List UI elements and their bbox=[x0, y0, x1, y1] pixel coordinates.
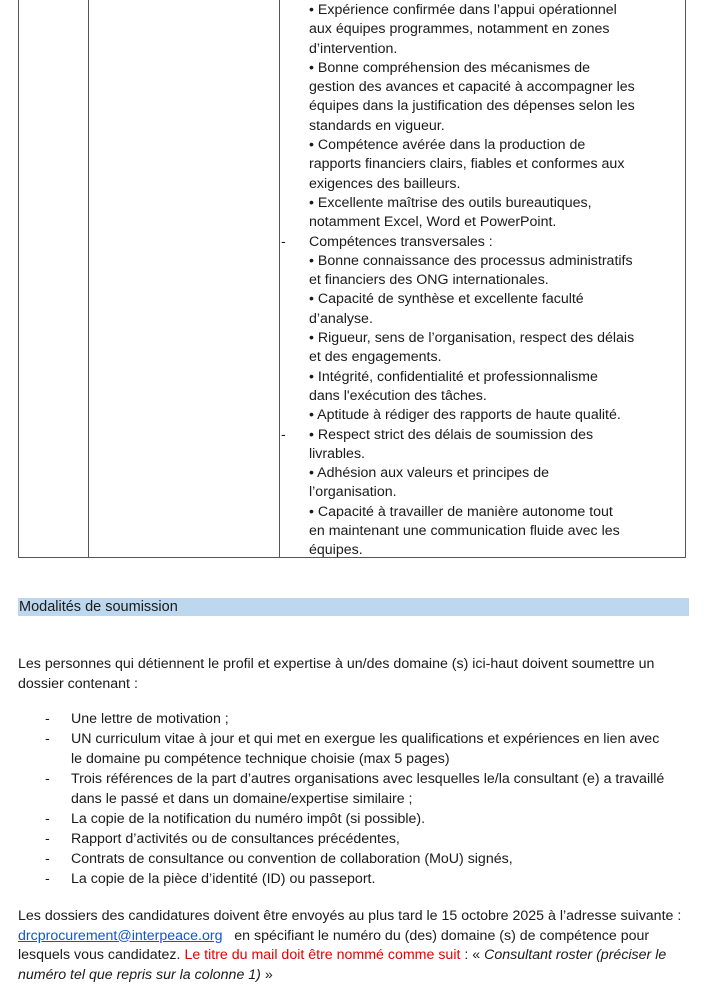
list-item bbox=[18, 809, 688, 829]
cell-text-line bbox=[309, 329, 681, 348]
cell-line-text: • Bonne connaissance des processus administratifs bbox=[309, 252, 633, 269]
cell-line-text: • Capacité de synthèse et excellente faculté bbox=[309, 291, 584, 308]
cell-text-line bbox=[309, 175, 681, 194]
cell-line-text: • Adhésion aux valeurs et principes de bbox=[309, 465, 549, 482]
list-item-text-cont: le domaine pu compétence technique choisie (max 5 pages) bbox=[71, 751, 450, 767]
mail-title-format-2: numéro tel que repris sur la colonne 1) bbox=[18, 966, 261, 983]
cell-text-line bbox=[309, 271, 681, 290]
cell-text-line bbox=[309, 252, 681, 271]
dash-marker: - bbox=[281, 426, 286, 443]
cell-line-text: standards en vigueur. bbox=[309, 117, 445, 134]
list-item-text: Trois références de la part d’autres organisations avec lesquelles le/la consultant (e) a travaillé bbox=[71, 771, 665, 787]
list-bullet: - bbox=[45, 851, 50, 867]
cell-line-text: • Respect strict des délais de soumission des bbox=[309, 426, 594, 443]
cell-line-text: • Compétence avérée dans la production de bbox=[309, 137, 586, 154]
cell-line-text: • Bonne compréhension des mécanismes de bbox=[309, 59, 590, 76]
list-item-text: Rapport d’activités ou de consultances précédentes, bbox=[71, 831, 400, 847]
cell-text-line bbox=[309, 368, 681, 387]
table-column-divider bbox=[88, 0, 89, 557]
closing-paragraph bbox=[18, 907, 688, 985]
cell-line-text: gestion des avances et capacité à accompagner les bbox=[309, 79, 635, 96]
cell-text-line bbox=[309, 503, 681, 522]
cell-line-text: Compétences transversales : bbox=[309, 233, 493, 250]
email-link[interactable]: drcprocurement@interpeace.org bbox=[18, 927, 223, 944]
cell-line-text: • Capacité à travailler de manière autonome tout bbox=[309, 503, 613, 520]
cell-line-text: • Rigueur, sens de l’organisation, respect des délais bbox=[309, 330, 635, 347]
cell-line-text: l’organisation. bbox=[309, 484, 397, 501]
closing-end: » bbox=[264, 966, 273, 983]
cell-text-line bbox=[309, 20, 681, 39]
cell-line-text: • Expérience confirmée dans l’appui opérationnel bbox=[309, 2, 617, 18]
cell-text-line bbox=[281, 426, 681, 445]
intro-paragraph: Les personnes qui détiennent le profil et expertise à un/des domaine (s) ici-haut doivent soumettre un dossier contenant : bbox=[18, 656, 655, 692]
cell-text-line bbox=[309, 136, 681, 155]
cell-text-line bbox=[309, 348, 681, 367]
list-item bbox=[18, 709, 688, 729]
cell-line-text: notamment Excel, Word et PowerPoint. bbox=[309, 214, 557, 231]
mail-title-instruction: Le titre du mail doit être nommé comme suit bbox=[184, 947, 461, 963]
cell-line-text: aux équipes programmes, notamment en zones bbox=[309, 21, 610, 38]
cell-text-line bbox=[309, 97, 681, 116]
documents-list bbox=[18, 709, 688, 889]
list-bullet: - bbox=[45, 771, 50, 787]
list-bullet: - bbox=[45, 811, 50, 827]
cell-line-text: et des engagements. bbox=[309, 349, 442, 366]
cell-line-text: d’analyse. bbox=[309, 310, 373, 327]
cell-line-text: • Aptitude à rédiger des rapports de haute qualité. bbox=[309, 407, 621, 424]
cell-line-text: rapports financiers clairs, fiables et conformes aux bbox=[309, 156, 625, 173]
cell-text-line bbox=[309, 310, 681, 329]
skills-cell bbox=[281, 1, 681, 561]
cell-text-line bbox=[309, 59, 681, 78]
cell-text-line bbox=[309, 194, 681, 213]
cell-text-line bbox=[309, 213, 681, 232]
list-item-text: Une lettre de motivation ; bbox=[71, 711, 229, 727]
cell-line-text: dans l'exécution des tâches. bbox=[309, 387, 487, 404]
cell-text-line bbox=[309, 117, 681, 136]
list-item bbox=[18, 729, 688, 769]
cell-line-text: en maintenant une communication fluide avec les bbox=[309, 523, 620, 540]
list-item-text: Contrats de consultance ou convention de collaboration (MoU) signés, bbox=[71, 851, 513, 867]
cell-text-line bbox=[281, 233, 681, 252]
closing-after-email: en spécifiant le numéro du (des) domaine (s) de compétence pour bbox=[234, 927, 650, 944]
list-item bbox=[18, 849, 688, 869]
cell-text-line bbox=[309, 464, 681, 483]
closing-line-1: Les dossiers des candidatures doivent être envoyés au plus tard le 15 octobre 2025 à l’adresse suivante : bbox=[18, 908, 682, 924]
list-item-text: La copie de la pièce d’identité (ID) ou passeport. bbox=[71, 871, 376, 887]
requirements-table bbox=[18, 0, 686, 558]
cell-text-line bbox=[309, 483, 681, 502]
cell-line-text: • Intégrité, confidentialité et professionnalisme bbox=[309, 368, 598, 385]
list-bullet: - bbox=[45, 731, 50, 747]
cell-line-text: équipes dans la justification des dépenses selon les bbox=[309, 98, 635, 115]
list-item bbox=[18, 769, 688, 809]
list-item bbox=[18, 869, 688, 889]
cell-text-line bbox=[309, 387, 681, 406]
cell-text-line bbox=[309, 40, 681, 59]
list-bullet: - bbox=[45, 831, 50, 847]
cell-text-line bbox=[309, 290, 681, 309]
mail-title-format-1: Consultant roster (préciser le bbox=[484, 947, 667, 963]
dash-marker: - bbox=[281, 233, 286, 250]
list-item bbox=[18, 829, 688, 849]
cell-text-line bbox=[309, 445, 681, 464]
table-column-divider bbox=[279, 0, 280, 557]
cell-line-text: livrables. bbox=[309, 445, 365, 462]
closing-punct: : « bbox=[464, 947, 481, 963]
closing-line-3: lesquels vous candidatez. bbox=[18, 947, 181, 963]
cell-line-text: d’intervention. bbox=[309, 40, 398, 57]
list-bullet: - bbox=[45, 711, 50, 727]
cell-text-line bbox=[309, 155, 681, 174]
cell-line-text: exigences des bailleurs. bbox=[309, 175, 461, 192]
section-heading: Modalités de soumission bbox=[18, 598, 689, 616]
cell-text-line bbox=[309, 1, 681, 20]
cell-text-line bbox=[309, 522, 681, 541]
list-item-text-cont: dans le passé et dans un domaine/expertise similaire ; bbox=[71, 791, 413, 807]
cell-line-text: et financiers des ONG internationales. bbox=[309, 272, 549, 289]
cell-text-line bbox=[309, 78, 681, 97]
list-item-text: UN curriculum vitae à jour et qui met en exergue les qualifications et expériences en lien avec bbox=[71, 731, 660, 747]
list-bullet: - bbox=[45, 871, 50, 887]
cell-text-line bbox=[309, 541, 681, 560]
cell-line-text: • Excellente maîtrise des outils bureautiques, bbox=[309, 194, 592, 211]
cell-text-line bbox=[309, 406, 681, 425]
list-item-text: La copie de la notification du numéro impôt (si possible). bbox=[71, 811, 426, 827]
cell-line-text: équipes. bbox=[309, 542, 363, 559]
